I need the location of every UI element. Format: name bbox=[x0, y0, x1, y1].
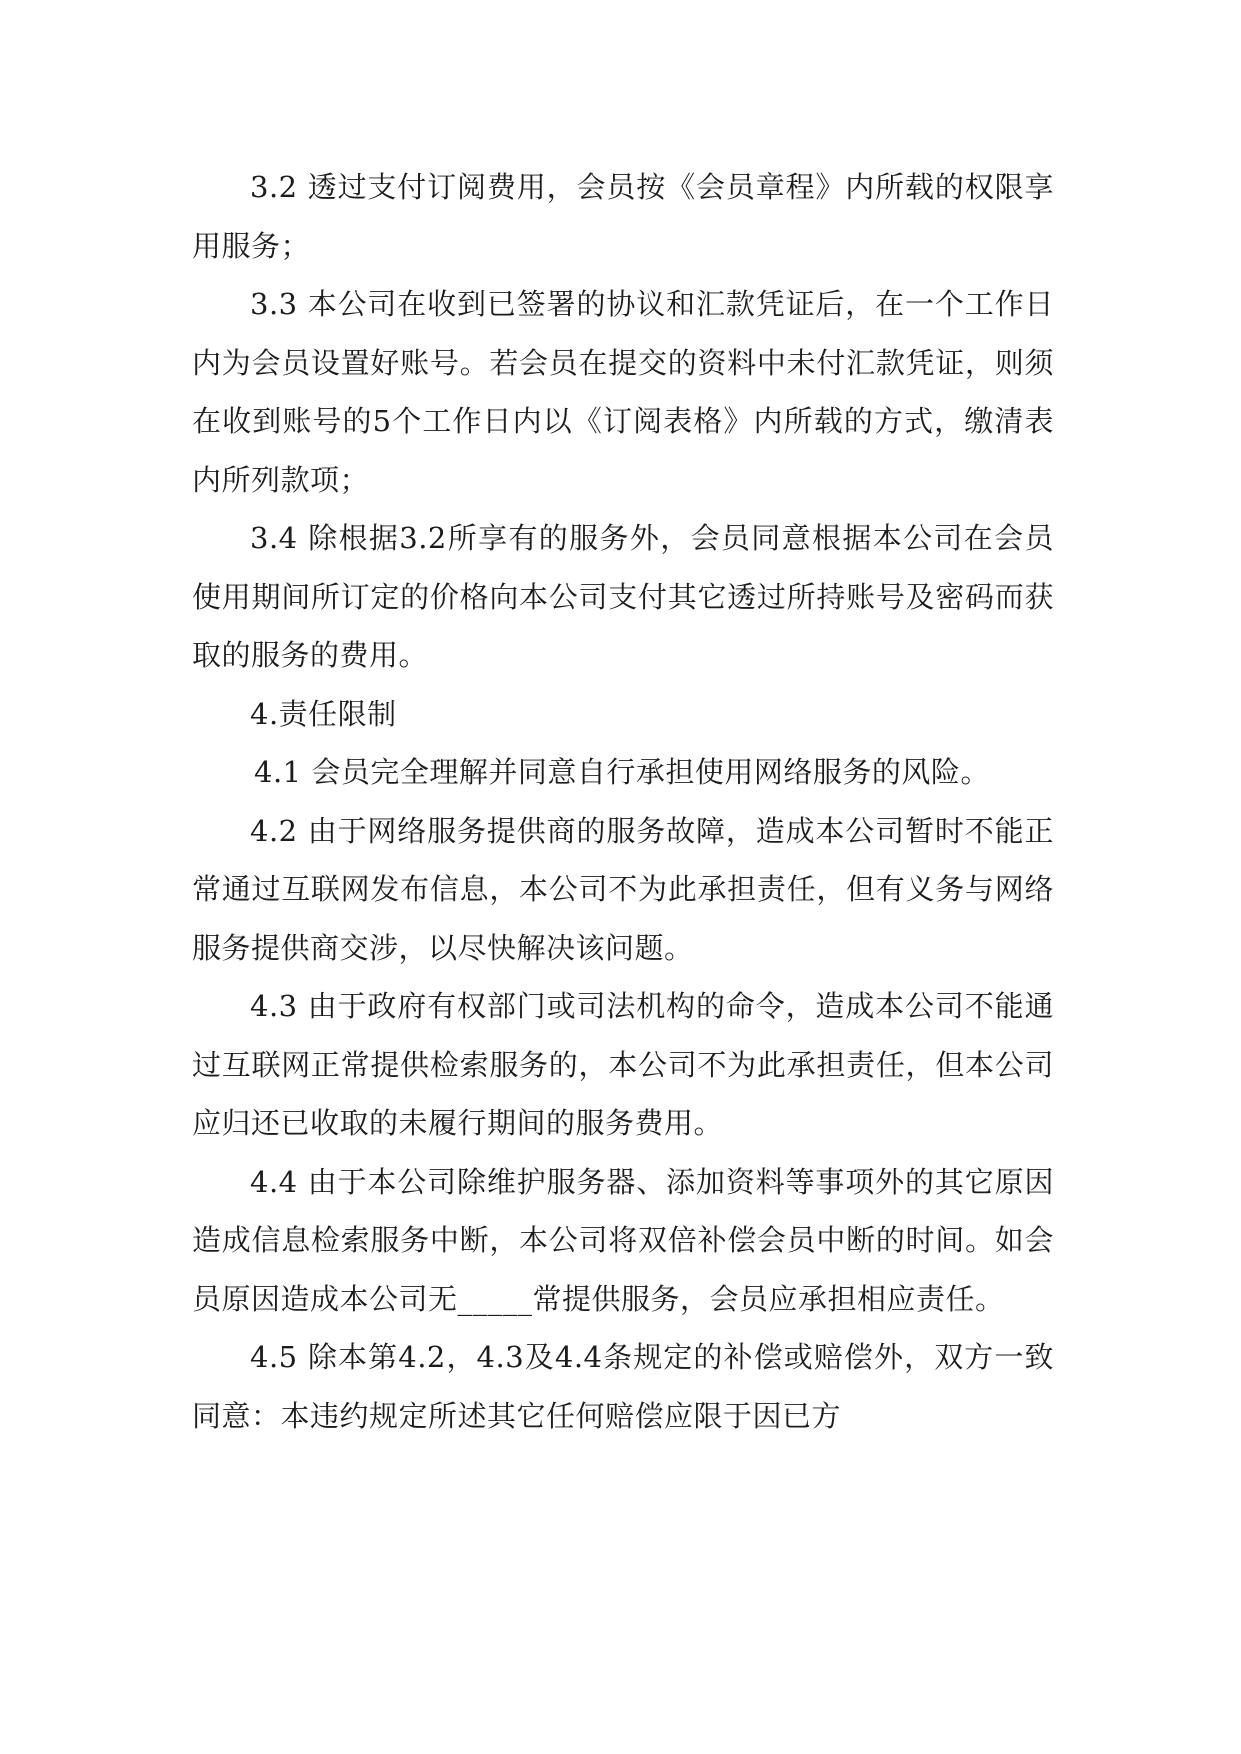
section-4-heading: 4.责任限制 bbox=[250, 696, 397, 731]
clause-3-4: 3.4 除根据3.2所享有的服务外，会员同意根据本公司在会员使用期间所订定的价格向本公司支付其它透过所持账号及密码而获取的服务的费用。 bbox=[192, 521, 1054, 672]
clause-4-1: 4.1 会员完全理解并同意自行承担使用网络服务的风险。 bbox=[254, 755, 990, 789]
clause-4-5: 4.5 除本第4.2，4.3及4.4条规定的补偿或赔偿外，双方一致同意：本违约规定所述其它任何赔偿应限于因已方 bbox=[192, 1340, 1054, 1433]
document-body bbox=[192, 158, 1054, 1445]
clause-3-3: 3.3 本公司在收到已签署的协议和汇款凭证后，在一个工作日内为会员设置好账号。若会员在提交的资料中未付汇款凭证，则须在收到账号的5个工作日内以《订阅表格》内所载的方式，缴清表内所列款项； bbox=[192, 287, 1054, 497]
clause-4-4: 4.4 由于本公司除维护服务器、添加资料等事项外的其它原因造成信息检索服务中断，本公司将双倍补偿会员中断的时间。如会员原因造成本公司无_____常提供服务，会员应承担相应责任。 bbox=[192, 1164, 1054, 1316]
clause-4-3: 4.3 由于政府有权部门或司法机构的命令，造成本公司不能通过互联网正常提供检索服务的，本公司不为此承担责任，但本公司应归还已收取的未履行期间的服务费用。 bbox=[192, 989, 1054, 1140]
clause-3-2: 3.2 透过支付订阅费用，会员按《会员章程》内所载的权限享用服务； bbox=[192, 170, 1054, 263]
clause-4-2: 4.2 由于网络服务提供商的服务故障，造成本公司暂时不能正常通过互联网发布信息，本公司不为此承担责任，但有义务与网络服务提供商交涉，以尽快解决该问题。 bbox=[192, 813, 1054, 965]
